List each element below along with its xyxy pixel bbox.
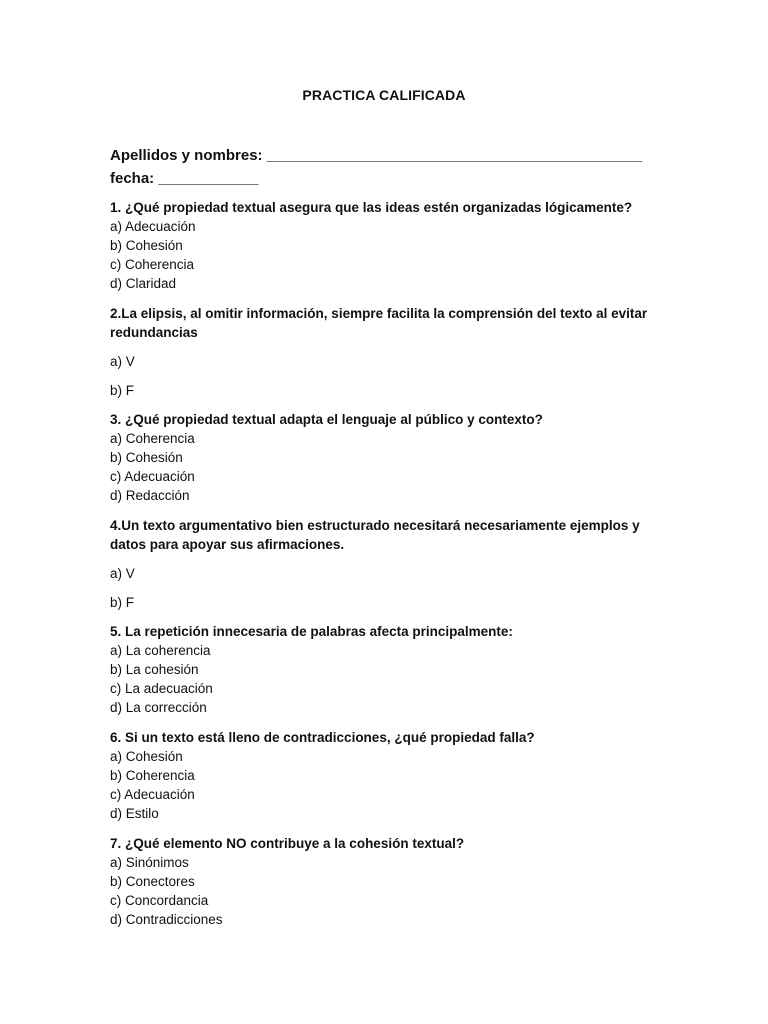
answer-option: a) Cohesión [110, 749, 183, 764]
answer-option: c) Coherencia [110, 257, 195, 272]
question-7 [110, 834, 670, 929]
answer-option: a) Coherencia [110, 431, 195, 446]
answer-option: b) Coherencia [110, 768, 195, 783]
answer-option: a) V [110, 354, 135, 369]
answer-option: a) Sinónimos [110, 855, 189, 870]
date-line: fecha: ____________ [110, 170, 259, 187]
question-stem: 6. Si un texto está lleno de contradicciones, ¿qué propiedad falla? [110, 730, 535, 745]
answer-option: d) Contradicciones [110, 912, 223, 927]
answer-option: d) La corrección [110, 700, 207, 715]
question-1 [110, 198, 670, 293]
names-line: Apellidos y nombres: _____________________________________________ [110, 147, 643, 164]
answer-option: b) La cohesión [110, 662, 199, 677]
answer-option: c) Concordancia [110, 893, 209, 908]
answer-option: c) Adecuación [110, 787, 195, 802]
question-6 [110, 728, 670, 823]
answer-option: b) Cohesión [110, 450, 183, 465]
page-title: PRACTICA CALIFICADA [302, 87, 466, 103]
answer-option: c) La adecuación [110, 681, 213, 696]
answer-option: b) Conectores [110, 874, 195, 889]
question-stem: 5. La repetición innecesaria de palabras afecta principalmente: [110, 624, 513, 639]
question-stem: 4.Un texto argumentativo bien estructurado necesitará necesariamente ejemplos y datos para apoyar sus afirmaciones. [110, 518, 640, 552]
answer-option: b) Cohesión [110, 238, 183, 253]
answer-option: b) F [110, 383, 135, 398]
answer-option: c) Adecuación [110, 469, 195, 484]
answer-option: a) V [110, 566, 135, 581]
question-stem: 7. ¿Qué elemento NO contribuye a la cohesión textual? [110, 836, 465, 851]
answer-option: b) F [110, 595, 135, 610]
answer-option: d) Estilo [110, 806, 159, 821]
answer-option: d) Claridad [110, 276, 177, 291]
question-4 [110, 516, 670, 612]
question-stem: 3. ¿Qué propiedad textual adapta el lenguaje al público y contexto? [110, 412, 543, 427]
question-5 [110, 622, 670, 717]
question-2 [110, 304, 670, 400]
question-3 [110, 410, 670, 505]
answer-option: d) Redacción [110, 488, 190, 503]
question-stem: 1. ¿Qué propiedad textual asegura que las ideas estén organizadas lógicamente? [110, 200, 633, 215]
question-stem: 2.La elipsis, al omitir información, siempre facilita la comprensión del texto al evitar redundancias [110, 306, 648, 340]
answer-option: a) La coherencia [110, 643, 211, 658]
answer-option: a) Adecuación [110, 219, 196, 234]
